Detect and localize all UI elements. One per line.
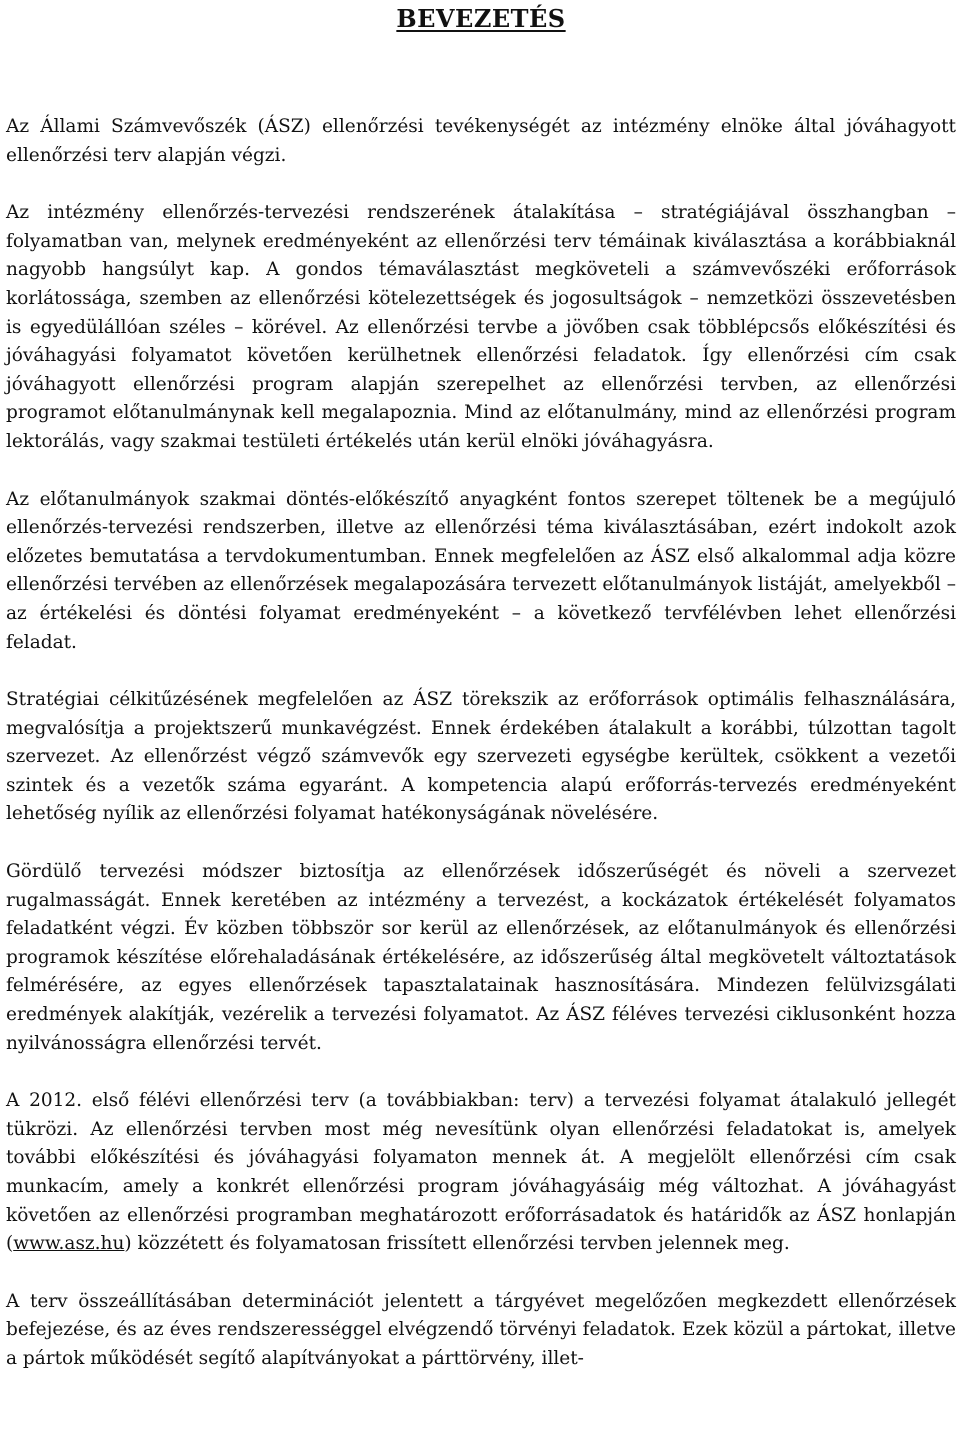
paragraph-7: A terv összeállításában determinációt jelentett a tárgyévet megelőzően megkezdett ellenőrzések befejezése, és az éves rendszerességgel elvégzendő törvényi feladatok. Ezek közül a pártokat, illetve a pártok működését segítő alapítványokat a párttörvény, illet- — [6, 1290, 956, 1369]
paragraph-6-text-before-link: A 2012. első félévi ellenőrzési terv (a továbbiakban: terv) a tervezési folyamat átalakuló jellegét tükrözi. Az ellenőrzési tervben most még nevesítünk olyan ellenőrzési feladatokat is, amelyek további előkészítési és jóváhagyási folyamaton mennek át. A megjelölt ellenőrzési cím csak munkacím, amely a konkrét ellenőrzési program jóváhagyásáig még változhat. A jóváhagyást követően az ellenőrzési programban meghatározott erőforrásadatok és határidők az ÁSZ honlapján ( — [6, 1090, 956, 1255]
paragraph-2: Az intézmény ellenőrzés-tervezési rendszerének átalakítása – stratégiájával összhangban – folyamatban van, melynek eredményeként az ellenőrzési terv témáinak kiválasztása a korábbiaknál nagyobb hangsúlyt kap. A gondos témaválasztást megköveteli a számvevőszéki erőforrások korlátossága, szemben az ellenőrzési kötelezettségek és jogosultságok – nemzetközi összevetésben is egyedülállóan széles – körével. Az ellenőrzési tervbe a jövőben csak többlépcsős előkészítési és jóváhagyási folyamatot követően kerülhetnek ellenőrzési feladatok. Így ellenőrzési cím csak jóváhagyott ellenőrzési program alapján szerepelhet az ellenőrzési tervben, az ellenőrzési programot előtanulmánynak kell megalapoznia. Mind az előtanulmány, mind az ellenőrzési program lektorálás, vagy szakmai testületi értékelés után kerül elnöki jóváhagyásra. — [6, 202, 956, 452]
paragraph-1: Az Állami Számvevőszék (ÁSZ) ellenőrzési tevékenységét az intézmény elnöke által jóváhagyott ellenőrzési terv alapján végzi. — [6, 116, 956, 166]
document-page — [6, 0, 956, 1374]
paragraph-6 — [6, 1087, 956, 1259]
paragraph-3: Az előtanulmányok szakmai döntés-előkészítő anyagként fontos szerepet töltenek be a megújuló ellenőrzés-tervezési rendszerben, illetve az ellenőrzési téma kiválasztásában, ezért indokolt azok előzetes bemutatása a tervdokumentumban. Ennek megfelelően az ÁSZ első alkalommal adja közre ellenőrzési tervében az ellenőrzések megalapozására tervezett előtanulmányok listáját, amelyekből – az értékelési és döntési folyamat eredményeként – a következő tervfélévben lehet ellenőrzési feladat. — [6, 488, 956, 653]
paragraph-4: Stratégiai célkitűzésének megfelelően az ÁSZ törekszik az erőforrások optimális felhasználására, megvalósítja a projektszerű munkavégzést. Ennek érdekében átalakult a korábbi, túlzottan tagolt szervezet. Az ellenőrzést végző számvevők egy szervezeti egységbe kerültek, csökkent a vezetői szintek és a vezetők száma egyaránt. A kompetencia alapú erőforrás-tervezés eredményeként lehetőség nyílik az ellenőrzési folyamat hatékonyságának növelésére. — [6, 689, 956, 825]
document-title: BEVEZETÉS — [396, 4, 566, 33]
paragraph-6-text-after-link: ) közzétett és folyamatosan frissített ellenőrzési tervben jelennek meg. — [124, 1233, 790, 1255]
paragraph-5: Gördülő tervezési módszer biztosítja az ellenőrzések időszerűségét és növeli a szervezet rugalmasságát. Ennek keretében az intézmény a tervezést, a kockázatok értékelését folyamatos feladatként végzi. Év közben többször sor kerül az ellenőrzések, az előtanulmányok és ellenőrzési programok készítése előrehaladásának értékelésére, az időszerűség által megkövetelt változtatások felmérésére, az egyes ellenőrzések tapasztalatainak hasznosítására. Mindezen felülvizsgálati eredmények alakítják, vezérelik a tervezési folyamatot. Az ÁSZ féléves tervezési ciklusonként hozza nyilvánosságra ellenőrzési tervét. — [6, 861, 956, 1054]
asz-website-link[interactable]: www.asz.hu — [13, 1233, 125, 1255]
